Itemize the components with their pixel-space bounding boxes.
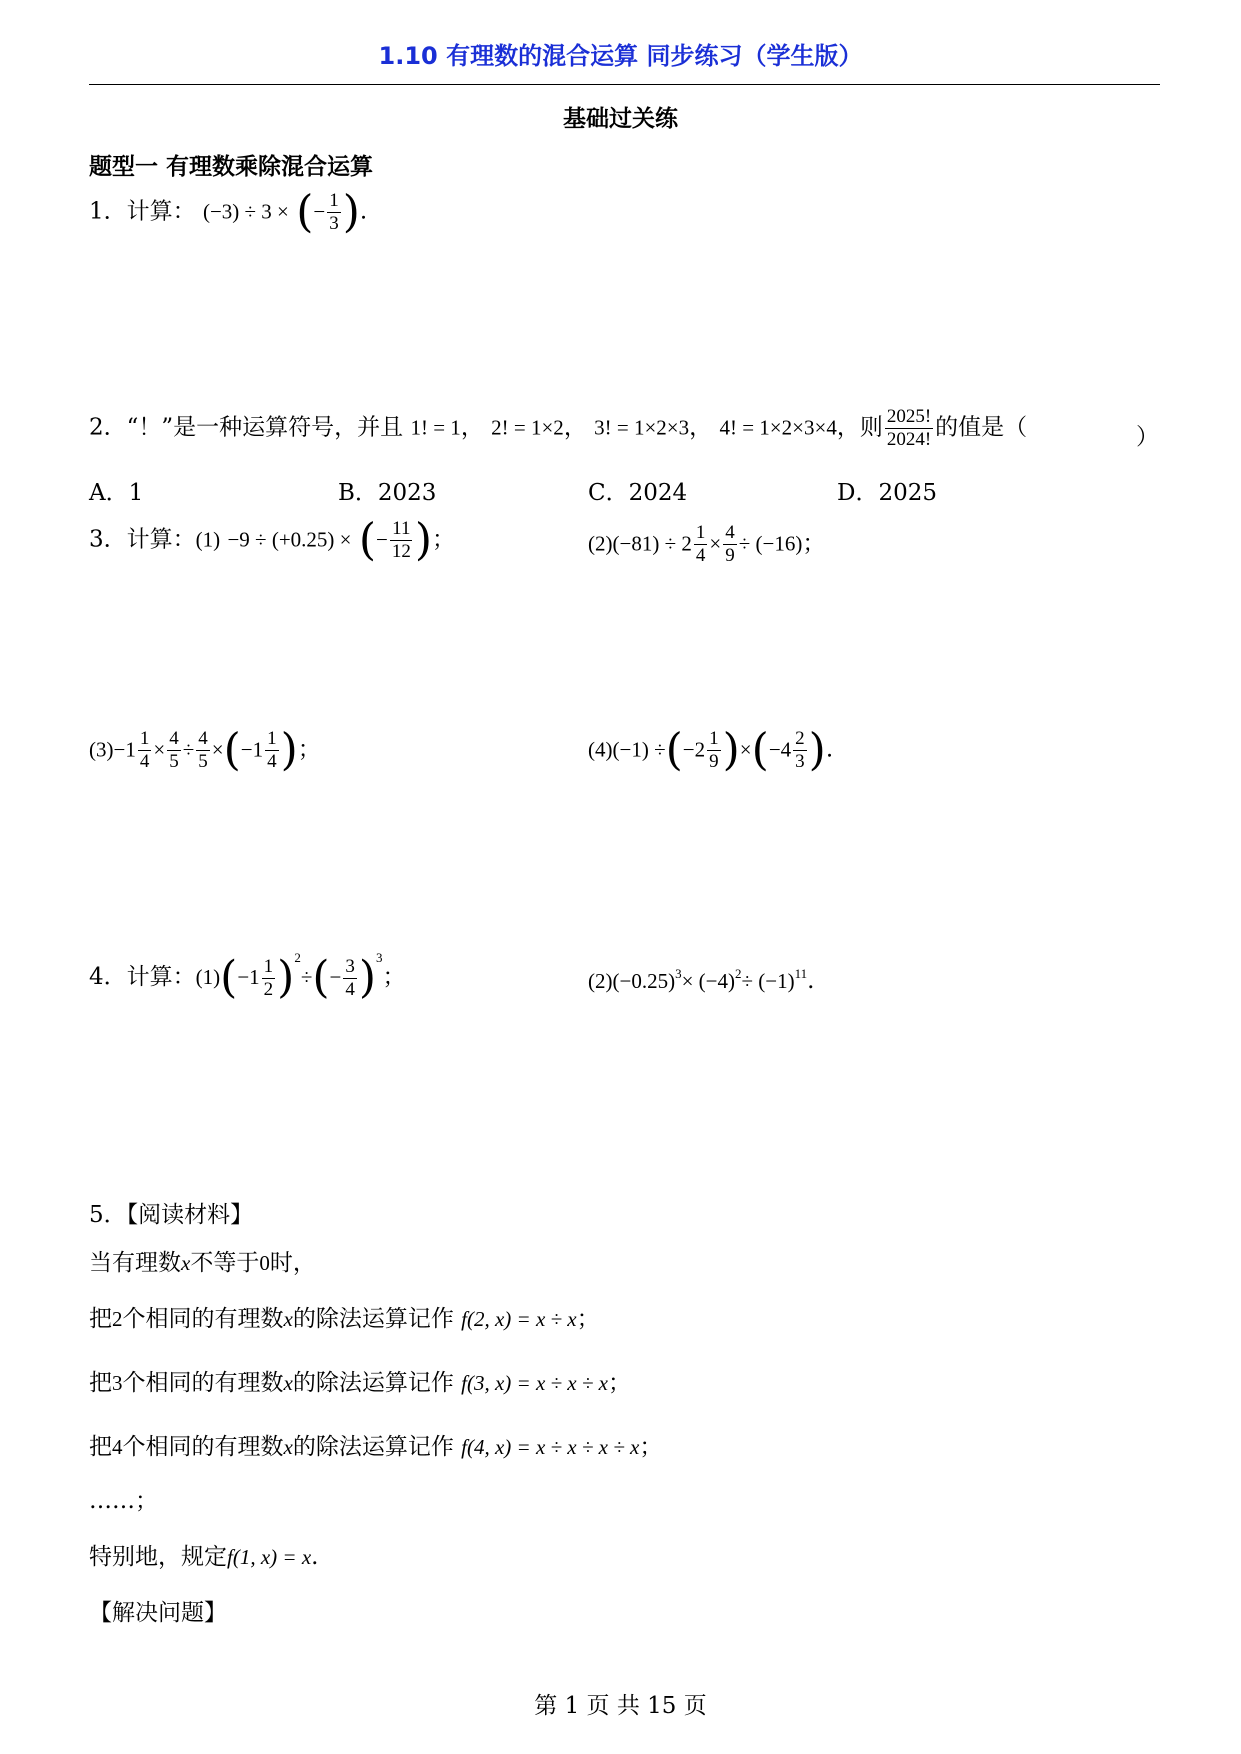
q1-fraction: $\frac{1}{3}$ <box>329 190 339 234</box>
q1-label: 1．计算： <box>89 198 196 225</box>
q4-label: 4．计算： <box>89 964 196 990</box>
q1-left-paren: ( <box>296 186 314 238</box>
q5-solve-heading: 【解决问题】 <box>89 1600 227 1626</box>
section-heading: 基础过关练 <box>563 106 678 132</box>
q5-line-4: 把4个相同的有理数x的除法运算记作 f(4, x) = x ÷ x ÷ x ÷ x； <box>89 1434 663 1460</box>
q5-line-6: 特别地，规定f(1, x) = x. <box>89 1544 319 1570</box>
question-3-part-3: (3)−1 $\frac{1}{4}$ × $\frac{4}{5}$ ÷ $\frac{4}{5}$ ×(−1 $\frac{1}{4}$ )； <box>89 724 321 776</box>
page-footer: 第 1 页 共 15 页 <box>534 1693 707 1719</box>
question-4-part-1: 4．计算：(1)(−1 $\frac{1}{2}$ )$^2$÷(− $\frac{3}{4}$ )$^3$； <box>89 950 406 1004</box>
q5-line-2: 把2个相同的有理数x的除法运算记作 f(2, x) = x ÷ x； <box>89 1306 600 1332</box>
q3-p1-fraction: $\frac{11}{12}$ <box>391 518 411 562</box>
q1-expr: (−3) ÷ 3 × <box>202 199 289 224</box>
q5-line-1: 当有理数x不等于0时， <box>89 1250 316 1276</box>
question-4-part-2: $(2)(-0.25)^3\times (-4)^2\div (-1)^{11}$. <box>588 966 815 994</box>
q3-label: 3．计算： <box>89 526 196 553</box>
question-1: 1．计算： (−3) ÷ 3 × (− $\frac{1}{3}$ ). <box>89 186 368 238</box>
q2-close-paren: ） <box>1136 424 1159 450</box>
document-title: 1.10 有理数的混合运算 同步练习（学生版） <box>378 42 863 70</box>
question-2: 2．“！”是一种运算符号，并且 1! = 1， 2! = 1×2， 3! = 1×2×3， 4! = 1×2×3×4，则 $\frac{2025!}{2024!}$ 的值是（ <box>89 406 1028 450</box>
q2-option-b: B．2023 <box>338 480 437 506</box>
question-type-heading: 题型一 有理数乘除混合运算 <box>89 154 374 180</box>
q2-option-c: C．2024 <box>588 480 688 506</box>
question-3-part-1: 3．计算：(1) −9 ÷ (+0.25) × (− $\frac{11}{12}$ )； <box>89 514 455 566</box>
q5-line-3: 把3个相同的有理数x的除法运算记作 f(3, x) = x ÷ x ÷ x； <box>89 1370 631 1396</box>
q2-option-d: D．2025 <box>837 480 937 506</box>
question-3-part-4: (4)(−1) ÷(−2 $\frac{1}{9}$ )×(−4 $\frac{2}{3}$ ). <box>588 724 834 776</box>
question-5-label: 5．【阅读材料】 <box>89 1202 254 1228</box>
title-divider <box>89 84 1160 85</box>
q2-option-a: A．1 <box>89 480 144 506</box>
q1-neg: − <box>313 199 326 224</box>
q5-ellipsis: ……； <box>89 1488 158 1514</box>
q2-fraction: $\frac{2025!}{2024!}$ <box>886 406 932 450</box>
q1-right-paren: ) <box>342 186 360 238</box>
question-3-part-2: (2)(−81) ÷ 2 $\frac{1}{4}$ × $\frac{4}{9}$ ÷ (−16)； <box>588 522 826 566</box>
q2-label: 2．“！”是一种运算符号，并且 <box>89 414 404 441</box>
